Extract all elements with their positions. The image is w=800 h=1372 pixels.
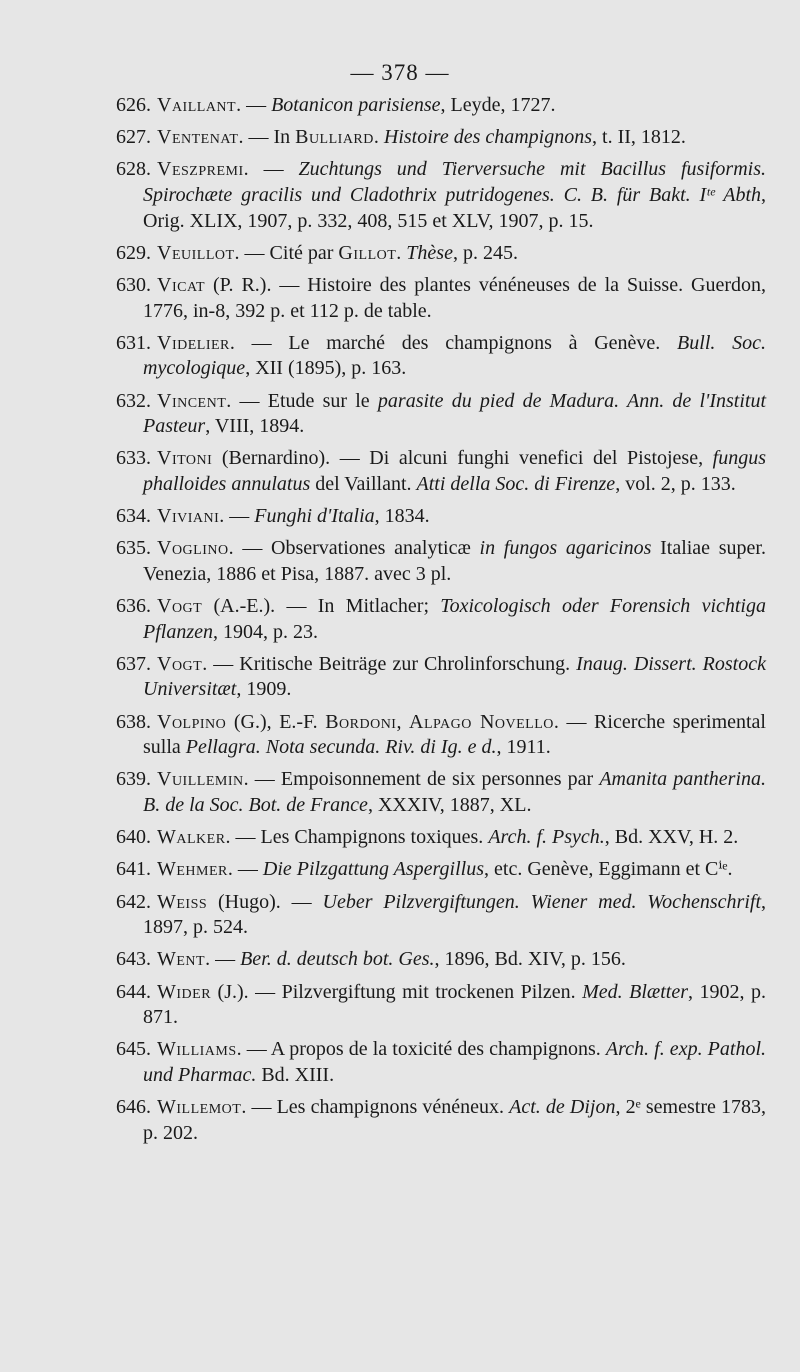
entry-number: 626. [116, 94, 151, 116]
entry-text: , vol. 2, p. 133. [615, 472, 736, 495]
entry-text: , [396, 710, 410, 733]
entry-author: Voglino [157, 537, 229, 560]
entry-number: 630. [116, 273, 151, 296]
entry-text: . — Cité par [234, 241, 339, 264]
entry-text: . — Les champignons vénéneux. [241, 1096, 510, 1119]
entry-text: , Bd. XXV, H. 2. [604, 826, 739, 849]
entry-title: Bull. Soc. mycologique [143, 331, 766, 380]
entry-author: Volpino [157, 710, 227, 733]
entry-text: . — Empoisonnement de six personnes par [243, 768, 600, 791]
entry-number: 636. [116, 595, 151, 618]
entry-text: , VIII, 1894. [205, 415, 305, 438]
bibliography-entry [116, 890, 766, 941]
entry-text: , p. 245. [452, 241, 518, 264]
entry-text: . — In [238, 126, 296, 149]
entry-author: Wehmer [157, 858, 228, 881]
entry-text: . — [243, 158, 299, 181]
entry-number: 645. [116, 1038, 151, 1061]
entry-title: Thèse [406, 241, 453, 264]
entry-text: (A.-E.). — In Mitlacher; [202, 595, 441, 618]
bibliography-entry [116, 446, 766, 497]
bibliography-entry [116, 980, 766, 1031]
entry-number: 635. [116, 537, 151, 560]
entry-number: 646. [116, 1096, 151, 1119]
entry-title: Botanicon parisiense [271, 94, 441, 116]
bibliography-entry [116, 157, 766, 234]
entry-author: Vogt [157, 652, 203, 675]
entry-text: , 1834. [374, 505, 430, 528]
entry-author: Weiss [157, 890, 208, 913]
bibliography-entry [116, 536, 766, 587]
entry-number: 644. [116, 980, 151, 1003]
bibliography-entry [116, 504, 766, 530]
entry-number: 638. [116, 710, 151, 733]
bibliography-entry [116, 652, 766, 703]
entry-number: 634. [116, 505, 151, 528]
entry-text: , 1897, p. 524. [143, 890, 766, 939]
bibliography-list [116, 93, 766, 1153]
entry-text: . [373, 126, 384, 149]
bibliography-entry [116, 273, 766, 324]
entry-author: Alpago Novello [409, 710, 554, 733]
entry-text: . — [227, 858, 263, 881]
entry-text: , 1904, p. 23. [213, 620, 318, 643]
bibliography-entry [116, 125, 766, 151]
entry-author: Vitoni [157, 447, 213, 470]
entry-text: Italiae super. Venezia, 1886 et Pisa, 1887. avec 3 pl. [143, 537, 766, 585]
entry-text: Bd. XIII. [256, 1063, 335, 1086]
bibliography-entry [116, 1095, 766, 1146]
bibliography-entry [116, 947, 766, 973]
entry-text: , 2ᵉ semestre 1783, p. 202. [143, 1096, 766, 1144]
entry-author: Videlier [157, 331, 230, 354]
entry-author: Vaillant [157, 94, 237, 116]
entry-number: 639. [116, 768, 151, 791]
entry-title: Arch. f. exp. Pathol. und Pharmac. [143, 1038, 767, 1086]
bibliography-entry [116, 93, 766, 119]
entry-title: Histoire des champignons [383, 126, 593, 149]
bibliography-entry [116, 241, 766, 267]
entry-text: , 1911. [496, 736, 551, 759]
entry-author: Gillot [338, 241, 397, 264]
entry-author: Willemot [157, 1096, 242, 1119]
entry-number: 642. [116, 890, 151, 913]
entry-title: Atti della Soc. di Firenze [416, 472, 616, 495]
entry-author: Vuillemin [157, 768, 244, 791]
bibliography-entry [116, 594, 766, 645]
entry-number: 641. [116, 858, 151, 881]
entry-title: Ueber Pilzvergiftungen. Wiener med. Wochenschrift [322, 890, 761, 913]
entry-author: Bordoni [325, 710, 397, 733]
entry-number: 627. [116, 126, 151, 149]
entry-title: Pellagra. Nota secunda. Riv. di Ig. e d. [185, 736, 497, 759]
entry-text: (P. R.). — Histoire des plantes vénéneuses de la Suisse. Guerdon, 1776, in-8, 392 p. et 112 p. de table. [143, 273, 766, 322]
entry-title: fungus phalloides annulatus [143, 447, 766, 495]
entry-number: 629. [116, 241, 151, 264]
entry-text: , XII (1895), p. 163. [245, 357, 407, 380]
entry-text: , 1902, p. 871. [143, 980, 766, 1029]
entry-number: 633. [116, 447, 151, 470]
entry-text: . — Le marché des champignons à Genève. [229, 331, 678, 354]
entry-title: Arch. f. Psych. [488, 826, 605, 849]
entry-text: . — [236, 94, 272, 116]
entry-author: Viviani [157, 505, 220, 528]
entry-author: Went [157, 948, 206, 971]
entry-title: Med. Blætter [582, 980, 689, 1003]
entry-text: , 1896, Bd. XIV, p. 156. [434, 948, 626, 971]
entry-author: Wider [157, 980, 212, 1003]
entry-text: , t. II, 1812. [592, 126, 686, 149]
bibliography-entry [116, 825, 766, 851]
entry-number: 640. [116, 826, 151, 849]
page-number: — 378 — [350, 60, 450, 85]
entry-number: 637. [116, 652, 151, 675]
entry-text: . — Observationes analyticæ [228, 537, 480, 560]
entry-text: , XXXIV, 1887, XL. [367, 793, 532, 816]
entry-text: , Orig. XLIX, 1907, p. 332, 408, 515 et XLV, 1907, p. 15. [143, 183, 766, 232]
entry-title: Die Pilzgattung Aspergillus [262, 858, 485, 881]
bibliography-entry [116, 857, 766, 883]
entry-text: del Vaillant. [310, 472, 417, 495]
entry-author: Vicat [157, 273, 206, 296]
entry-text: . — Ricerche sperimental sulla [143, 710, 766, 759]
entry-title: Toxicologisch oder Forensich vichtiga Pflanzen [143, 595, 766, 643]
entry-author: Williams [157, 1038, 237, 1061]
entry-title: Act. de Dijon [509, 1096, 616, 1119]
entry-text: . — Etude sur le [226, 389, 378, 412]
entry-title: Zuchtungs und Tierversuche mit Bacillus fusiformis. Spirochæte gracilis und Cladothrix putridogenes. C. B. für Bakt. Iᵗᵉ Abth [143, 158, 766, 206]
entry-author: Veszpremi [157, 158, 244, 181]
entry-text: . — A propos de la toxicité des champignons. [236, 1038, 606, 1061]
entry-text: , Leyde, 1727. [440, 94, 556, 116]
entry-number: 628. [116, 158, 151, 181]
entry-text: , etc. Genève, Eggimann et Cⁱᵉ. [484, 858, 733, 881]
entry-text: (Bernardino). — Di alcuni funghi venefici del Pistojese, [212, 447, 713, 470]
entry-text: (G.), E.-F. [226, 710, 326, 733]
entry-text: (J.). — Pilzvergiftung mit trockenen Pilzen. [211, 980, 583, 1003]
entry-text: . — Les Champignons toxiques. [225, 826, 489, 849]
entry-author: Ventenat [157, 126, 239, 149]
entry-text: (Hugo). — [207, 890, 323, 913]
entry-author: Vincent [157, 389, 227, 412]
entry-title: Ber. d. deutsch bot. Ges. [240, 948, 435, 971]
entry-author: Vogt [157, 595, 203, 618]
bibliography-entry [116, 1037, 766, 1088]
entry-author: Veuillot [157, 241, 235, 264]
entry-title: in fungos agaricinos [479, 537, 652, 560]
entry-text: . — [219, 505, 255, 528]
entry-text: . — [205, 948, 241, 971]
bibliography-entry [116, 331, 766, 382]
entry-number: 631. [116, 331, 151, 354]
bibliography-entry [116, 767, 766, 818]
entry-number: 643. [116, 948, 151, 971]
entry-text: . [396, 241, 407, 264]
entry-author: Walker [157, 826, 226, 849]
entry-author: Bulliard [295, 126, 374, 149]
entry-number: 632. [116, 389, 151, 412]
entry-text: . — Kritische Beiträge zur Chrolinforschung. [202, 652, 577, 675]
entry-title: Amanita pantherina. B. de la Soc. Bot. de France [143, 768, 767, 816]
bibliography-entry [116, 710, 766, 761]
entry-title: Inaug. Dissert. Rostock Universitæt [143, 652, 766, 701]
bibliography-entry [116, 389, 766, 440]
entry-title: Funghi d'Italia [254, 505, 375, 528]
entry-text: , 1909. [236, 678, 292, 701]
entry-title: parasite du pied de Madura. Ann. de l'Institut Pasteur [143, 389, 767, 438]
